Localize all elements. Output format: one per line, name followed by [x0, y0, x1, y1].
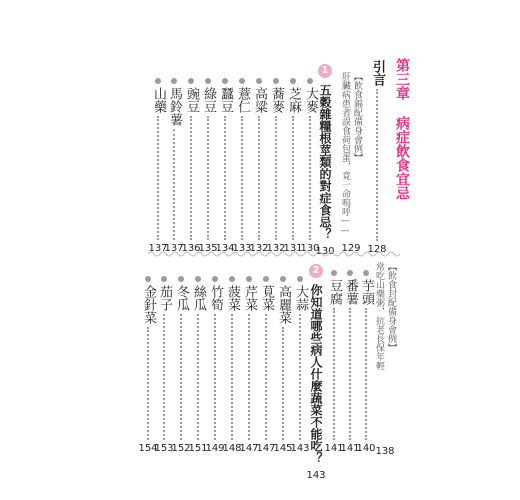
- page-number: 133: [232, 243, 252, 254]
- toc-entry-label: 芝麻: [286, 87, 301, 113]
- toc-entry-3[interactable]: [266, 78, 286, 254]
- dotted-leader: [214, 314, 216, 440]
- page-number: 129: [341, 243, 361, 254]
- toc-entry-s2-1[interactable]: [290, 276, 310, 454]
- toc-entry-label: 綠豆: [201, 87, 216, 113]
- page-number: 145: [273, 443, 293, 454]
- toc-entry-pre-3[interactable]: [324, 270, 344, 454]
- page-number: 136: [181, 243, 201, 254]
- page-number: 137: [148, 243, 168, 254]
- toc-entry-1[interactable]: [300, 78, 320, 254]
- dotted-leader: [265, 314, 267, 440]
- toc-entry-label: 蕎麥: [269, 87, 284, 113]
- dotted-leader: [309, 116, 311, 240]
- note-title: 【飲食錦配備身會例】: [352, 72, 362, 162]
- section-number-badge: 1: [318, 64, 332, 78]
- dotted-leader: [365, 308, 367, 440]
- toc-entry-2[interactable]: [283, 78, 303, 254]
- bullet-dot: [229, 276, 235, 282]
- section-number-badge: 2: [309, 264, 323, 278]
- bullet-dot: [171, 78, 177, 84]
- toc-entry-6[interactable]: [215, 78, 235, 254]
- dotted-leader: [241, 116, 243, 240]
- bullet-dot: [263, 276, 269, 282]
- bullet-dot: [273, 78, 279, 84]
- toc-entry-label: 竹筍: [208, 285, 223, 311]
- bullet-dot: [239, 78, 245, 84]
- page-number: 143: [290, 443, 310, 454]
- page-number: 137: [164, 243, 184, 254]
- toc-entry-label: 大麥: [303, 87, 318, 113]
- dotted-leader: [173, 129, 175, 240]
- bullet-dot: [155, 78, 161, 84]
- toc-entry-label: 菠菜: [225, 285, 240, 311]
- toc-entry-label: 大蒜: [293, 285, 308, 311]
- page-number: 147: [256, 443, 276, 454]
- wave-divider: [148, 250, 402, 258]
- bullet-dot: [246, 276, 252, 282]
- bullet-dot: [145, 276, 151, 282]
- page-number: 149: [205, 443, 225, 454]
- page-number: 151: [188, 443, 208, 454]
- bullet-dot: [212, 276, 218, 282]
- dotted-leader: [333, 308, 335, 440]
- section-heading: 你知道哪些病人什麼蔬菜不能吃？: [309, 284, 323, 464]
- toc-entry-s2-4[interactable]: [239, 276, 259, 454]
- dotted-leader: [163, 314, 165, 440]
- page-number: 135: [198, 243, 218, 254]
- dotted-leader: [292, 116, 294, 240]
- page-number: 132: [249, 243, 269, 254]
- dotted-leader: [248, 314, 250, 440]
- note-text: 肝臟病患者誤食荷包蛋，竟一命嗚呼——: [340, 72, 350, 236]
- toc-entry-label: 金針菜: [141, 285, 156, 324]
- toc-entry-label: 蠶豆: [218, 87, 233, 113]
- bullet-dot: [195, 276, 201, 282]
- note-title: 【飲食封配備身會例】: [386, 262, 396, 352]
- toc-entry-label: 番薯: [343, 279, 358, 305]
- bullet-dot: [331, 270, 337, 276]
- dotted-leader: [180, 314, 182, 440]
- dotted-leader: [147, 327, 149, 440]
- sidebar-note-1[interactable]: [338, 72, 364, 254]
- bullet-dot: [290, 78, 296, 84]
- toc-entry-label: 茄子: [157, 285, 172, 311]
- toc-entry-label: 引言: [370, 60, 385, 86]
- bullet-dot: [363, 270, 369, 276]
- toc-entry-label: 馬鈴薯: [167, 87, 182, 126]
- dotted-leader: [376, 89, 378, 241]
- page-number: 138: [375, 446, 395, 457]
- dotted-leader: [207, 116, 209, 240]
- dotted-leader: [224, 116, 226, 240]
- toc-entry-s2-5[interactable]: [222, 276, 242, 454]
- page-number: 141: [324, 443, 344, 454]
- toc-entry-label: 芋頭: [359, 279, 374, 305]
- toc-entry-s2-10[interactable]: [138, 276, 158, 454]
- toc-entry-label: 豆腐: [327, 279, 342, 305]
- page-number: 132: [266, 243, 286, 254]
- toc-entry-label: 絲瓜: [191, 285, 206, 311]
- bullet-dot: [188, 78, 194, 84]
- page-number: 147: [239, 443, 259, 454]
- toc-entry-s2-8[interactable]: [171, 276, 191, 454]
- bullet-dot: [222, 78, 228, 84]
- toc-entry-8[interactable]: [181, 78, 201, 254]
- dotted-leader: [282, 327, 284, 440]
- bullet-dot: [256, 78, 262, 84]
- bullet-dot: [347, 270, 353, 276]
- dotted-leader: [231, 314, 233, 440]
- page-number: 148: [222, 443, 242, 454]
- chapter-title: 第三章 病症飲食宜忌: [394, 58, 410, 200]
- toc-entry-label: 山藥: [151, 87, 166, 113]
- toc-entry-label: 高麗菜: [276, 285, 291, 324]
- toc-entry-intro[interactable]: [367, 60, 387, 255]
- note-text: 常吃山藥粥，抗老長保年輕: [374, 262, 384, 370]
- bullet-dot: [307, 78, 313, 84]
- bullet-dot: [161, 276, 167, 282]
- toc-entry-s2-3[interactable]: [256, 276, 276, 454]
- page-number: 130: [315, 246, 335, 257]
- page-number: 130: [300, 243, 320, 254]
- page-number: 141: [340, 443, 360, 454]
- page-number: 134: [215, 243, 235, 254]
- page-number: 154: [138, 443, 158, 454]
- toc-entry-7[interactable]: [198, 78, 218, 254]
- toc-entry-label: 芹菜: [242, 285, 257, 311]
- toc-entry-label: 高粱: [252, 87, 267, 113]
- chapter-title-column: [392, 58, 412, 253]
- section-heading: 五穀雜糧根莖類的對症食忌？: [318, 84, 332, 240]
- bullet-dot: [297, 276, 303, 282]
- page-number: 128: [367, 244, 387, 255]
- page-number: 140: [356, 443, 376, 454]
- toc-entry-s2-2[interactable]: [273, 276, 293, 454]
- toc-entry-5[interactable]: [232, 78, 252, 254]
- dotted-leader: [258, 116, 260, 240]
- page-number: 152: [171, 443, 191, 454]
- page-number: 153: [154, 443, 174, 454]
- toc-entry-10[interactable]: [148, 78, 168, 254]
- toc-entry-label: 豌豆: [184, 87, 199, 113]
- toc-entry-label: 薏仁: [235, 87, 250, 113]
- page-number: 131: [283, 243, 303, 254]
- toc-entry-s2-6[interactable]: [205, 276, 225, 454]
- dotted-leader: [157, 116, 159, 240]
- toc-entry-s2-7[interactable]: [188, 276, 208, 454]
- dotted-leader: [190, 116, 192, 240]
- toc-entry-4[interactable]: [249, 78, 269, 254]
- bullet-dot: [280, 276, 286, 282]
- dotted-leader: [275, 116, 277, 240]
- bullet-dot: [205, 78, 211, 84]
- page-number: 143: [306, 470, 326, 481]
- toc-entry-label: 莧菜: [259, 285, 274, 311]
- toc-entry-label: 冬瓜: [174, 285, 189, 311]
- bullet-dot: [178, 276, 184, 282]
- dotted-leader: [197, 314, 199, 440]
- dotted-leader: [299, 314, 301, 440]
- dotted-leader: [349, 308, 351, 440]
